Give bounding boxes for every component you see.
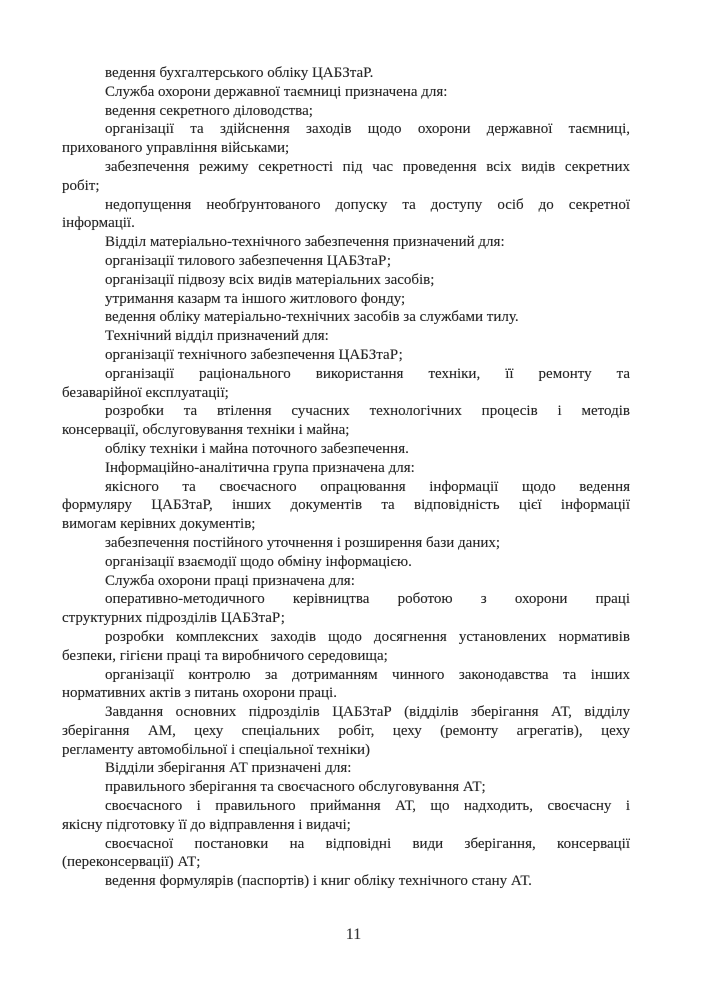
text-line: Інформаційно-аналітична група призначена для: <box>105 459 415 476</box>
paragraph <box>62 440 630 459</box>
text-line: організації взаємодії щодо обміну інформацією. <box>105 553 412 570</box>
text-line: організації тилового забезпечення ЦАБЗтаР; <box>105 252 392 269</box>
paragraph <box>62 835 630 873</box>
text-line: організації та здійснення заходів щодо охорони державної таємниці, <box>105 121 630 138</box>
text-line: організації технічного забезпечення ЦАБЗтаР; <box>105 346 403 363</box>
paragraph <box>62 252 630 271</box>
text-line: недопущення необґрунтованого допуску та доступу осіб до секретної <box>105 196 630 213</box>
paragraph <box>62 196 630 234</box>
paragraph <box>62 120 630 158</box>
text-line: розробки та втілення сучасних технологічних процесів і методів <box>105 403 630 420</box>
text-line: ведення бухгалтерського обліку ЦАБЗтаР. <box>105 65 374 81</box>
text-line: Технічний відділ призначений для: <box>105 328 329 345</box>
paragraph <box>62 778 630 797</box>
paragraph <box>62 158 630 196</box>
text-line: вимогам керівних документів; <box>62 516 256 533</box>
text-line: забезпечення постійного уточнення і розширення бази даних; <box>105 534 501 551</box>
text-line: організації контролю за дотриманням чинного законодавства та інших <box>105 666 630 683</box>
text-line: інформації. <box>62 215 135 232</box>
text-line: організації підвозу всіх видів матеріальних засобів; <box>105 271 435 288</box>
paragraph <box>62 553 630 572</box>
text-line: обліку техніки і майна поточного забезпечення. <box>105 440 409 457</box>
text-line: Служба охорони праці призначена для: <box>105 572 355 589</box>
text-line: ведення формулярів (паспортів) і книг обліку технічного стану АТ. <box>105 873 532 890</box>
text-line: робіт; <box>62 177 100 194</box>
text-line: своєчасного і правильного приймання АТ, що надходить, своєчасну і <box>105 798 630 815</box>
text-line: нормативних актів з питань охорони праці. <box>62 685 337 702</box>
text-line: Відділи зберігання АТ призначені для: <box>105 760 352 777</box>
paragraph <box>62 83 630 102</box>
paragraph <box>62 365 630 403</box>
text-line: (переконсервації) АТ; <box>62 854 201 871</box>
text-line: організації раціонального використання техніки, її ремонту та <box>105 365 630 382</box>
text-line: Служба охорони державної таємниці призначена для: <box>105 83 448 100</box>
paragraph <box>62 271 630 290</box>
paragraph <box>62 102 630 121</box>
page-number: 11 <box>345 926 362 943</box>
paragraph <box>62 666 630 704</box>
text-line: зберігання АМ, цеху спеціальних робіт, цеху (ремонту агрегатів), цеху <box>62 722 630 739</box>
text-line: ведення секретного діловодства; <box>105 102 313 119</box>
text-line: Завдання основних підрозділів ЦАБЗтаР (відділів зберігання АТ, відділу <box>105 704 630 721</box>
text-line: ведення обліку матеріально-технічних засобів за службами тилу. <box>105 309 519 326</box>
paragraph <box>62 64 630 83</box>
paragraph <box>62 872 630 891</box>
text-line: регламенту автомобільної і спеціальної техніки) <box>62 741 371 758</box>
text-line: оперативно-методичного керівництва роботою з охорони праці <box>105 591 630 608</box>
paragraph <box>62 402 630 440</box>
paragraph <box>62 346 630 365</box>
paragraph <box>62 703 630 759</box>
text-line: розробки комплексних заходів щодо досягнення установлених нормативів <box>105 628 630 645</box>
paragraph <box>62 628 630 666</box>
text-line: безпеки, гігієни праці та виробничого середовища; <box>62 647 388 664</box>
text-block <box>62 64 630 891</box>
text-line: якісного та своєчасного опрацювання інформації щодо ведення <box>105 478 630 495</box>
paragraph <box>62 534 630 553</box>
text-line: консервації, обслуговування техніки і майна; <box>62 422 350 439</box>
text-line: структурних підрозділів ЦАБЗтаР; <box>62 610 285 627</box>
text-line: Відділ матеріально-технічного забезпечення призначений для: <box>105 234 505 251</box>
paragraph <box>62 233 630 252</box>
text-line: правильного зберігання та своєчасного обслуговування АТ; <box>105 779 486 796</box>
text-line: прихованого управління військами; <box>62 140 290 157</box>
paragraph <box>62 759 630 778</box>
paragraph <box>62 797 630 835</box>
text-line: формуляру ЦАБЗтаР, інших документів та відповідність цієї інформації <box>62 497 630 514</box>
text-line: якісну підготовку її до відправлення і видачі; <box>62 816 351 833</box>
paragraph <box>62 290 630 309</box>
paragraph <box>62 478 630 534</box>
text-line: забезпечення режиму секретності під час проведення всіх видів секретних <box>105 158 630 175</box>
text-line: утримання казарм та іншого житлового фонду; <box>105 290 406 307</box>
paragraph <box>62 327 630 346</box>
paragraph <box>62 590 630 628</box>
text-line: своєчасної постановки на відповідні види зберігання, консервації <box>105 835 630 852</box>
paragraph <box>62 308 630 327</box>
paragraph <box>62 459 630 478</box>
text-line: безаварійної експлуатації; <box>62 384 229 401</box>
paragraph <box>62 572 630 591</box>
